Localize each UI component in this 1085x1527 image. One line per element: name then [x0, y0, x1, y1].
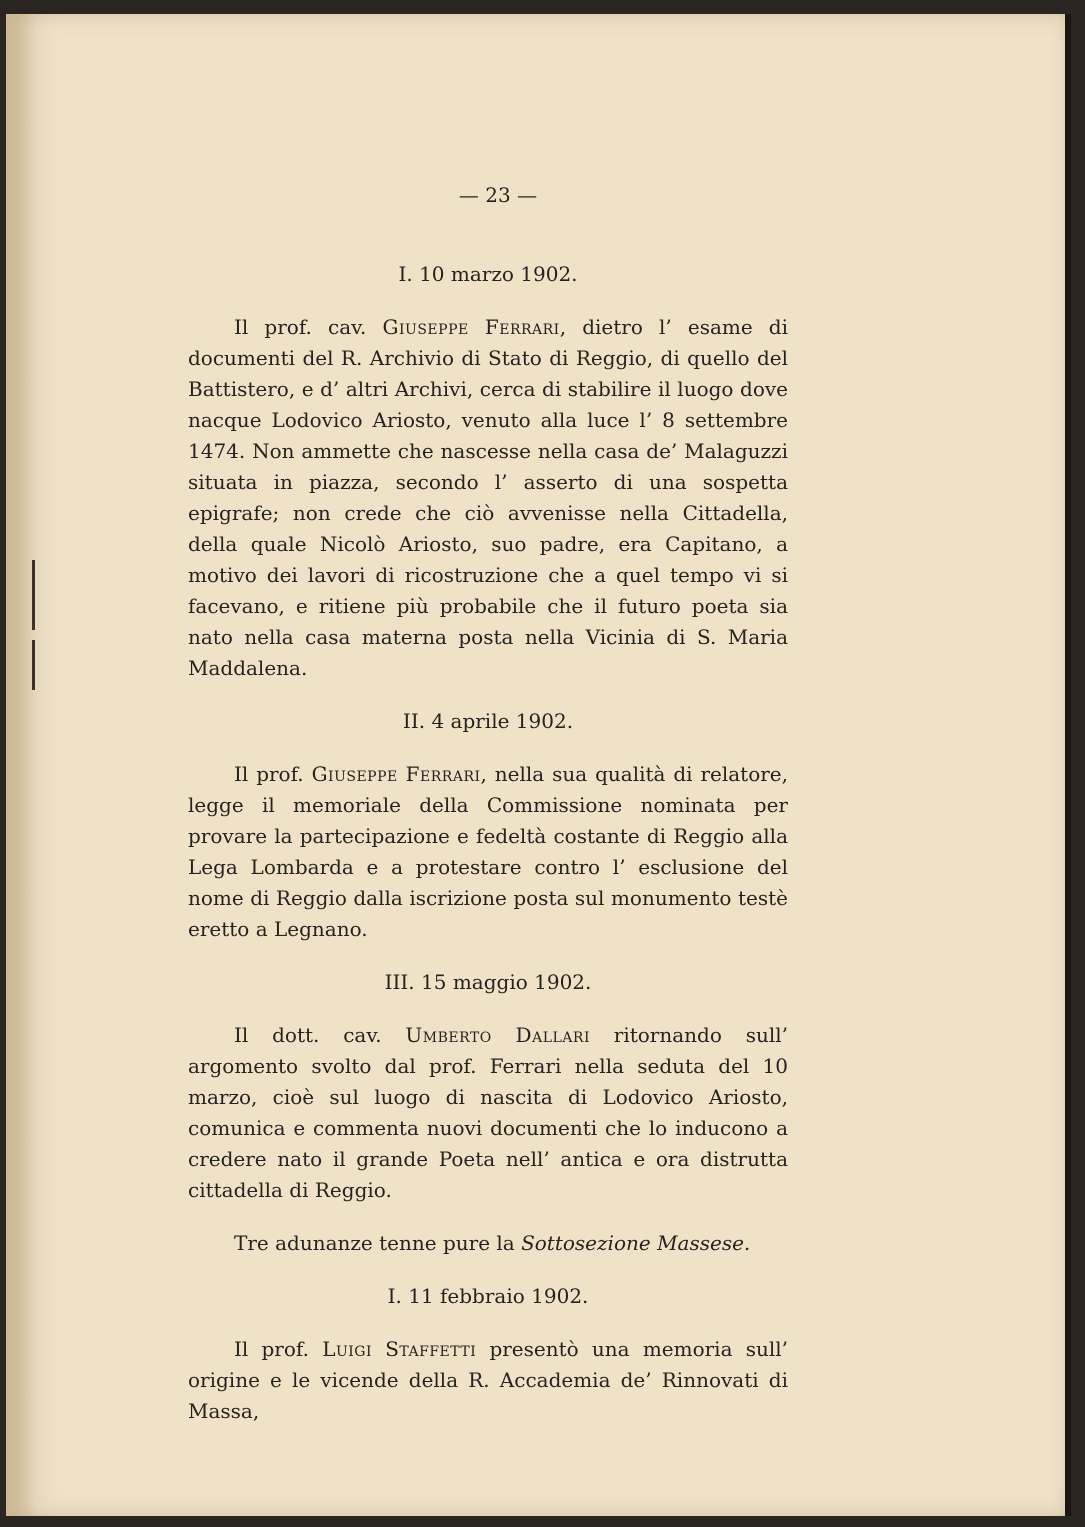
- section-3: [188, 967, 788, 1206]
- paragraph-body: , nella sua qualità di relatore, legge il memoriale della Commissione nominata per provare la partecipazione e fedeltà costante di Reggio alla Lega Lombarda e a protestare contro l’ esclusione del nome di Reggio dalla iscrizione posta sul monumento testè eretto a Legnano.: [188, 762, 789, 941]
- paragraph-body: , dietro l’ esame di documenti del R. Archivio di Stato di Reggio, di quello del Battistero, e d’ altri Archivi, cerca di stabilire il luogo dove nacque Lodovico Ariosto, venuto alla luce l’ 8 settembre 1474. Non ammette che nascesse nella casa de’ Malaguzzi situata in piazza, secondo l’ asserto di una sospetta epigrafe; non crede che ciò avvenisse nella Cittadella, della quale Nicolò Ariosto, suo padre, era Capitano, a motivo dei lavori di ricostruzione che a quel tempo vi si facevano, e ritiene più probabile che il futuro poeta sia nato nella casa materna posta nella Vicinia di S. Maria Maddalena.: [188, 315, 789, 680]
- section-4: [188, 1281, 788, 1427]
- section-heading: II. 4 aprile 1902.: [402, 709, 574, 733]
- binding-mark: [32, 560, 35, 630]
- person-first-name: Giuseppe: [382, 315, 469, 339]
- paragraph-lead: Il dott. cav.: [234, 1023, 382, 1047]
- binding-mark: [32, 640, 35, 690]
- paragraph-body: presentò una memoria sull’ origine e le vicende della R. Accademia de’ Rinnovati di Massa,: [188, 1337, 789, 1423]
- section-paragraph: [188, 1020, 788, 1206]
- person-last-name: Staffetti: [385, 1337, 477, 1361]
- intro-text: Tre adunanze tenne pure la: [234, 1231, 515, 1255]
- section-2: [188, 706, 788, 945]
- page-edge: [1065, 14, 1071, 1516]
- section-paragraph: [188, 1334, 788, 1427]
- page-number: — 23 —: [458, 183, 538, 207]
- section-1: [188, 259, 788, 684]
- person-last-name: Ferrari: [405, 762, 481, 786]
- binding-shadow: [6, 14, 34, 1516]
- section-heading: III. 15 maggio 1902.: [384, 970, 592, 994]
- person-last-name: Dallari: [515, 1023, 590, 1047]
- subsection-intro: [188, 1228, 788, 1259]
- paragraph-lead: Il prof.: [234, 762, 304, 786]
- paragraph-lead: Il prof.: [234, 1337, 309, 1361]
- section-heading: I. 11 febbraio 1902.: [387, 1284, 589, 1308]
- paragraph-lead: Il prof. cav.: [234, 315, 367, 339]
- paragraph-body: ritornando sull’ argomento svolto dal prof. Ferrari nella seduta del 10 marzo, cioè sul luogo di nascita di Lodovico Ariosto, comunica e commenta nuovi documenti che lo inducono a credere nato il grande Poeta nell’ antica e ora distrutta cittadella di Reggio.: [188, 1023, 789, 1202]
- section-paragraph: [188, 312, 788, 684]
- text-block: [188, 180, 788, 1449]
- person-first-name: Luigi: [322, 1337, 373, 1361]
- person-first-name: Giuseppe: [311, 762, 398, 786]
- section-paragraph: [188, 759, 788, 945]
- section-heading: I. 10 marzo 1902.: [398, 262, 578, 286]
- person-first-name: Umberto: [405, 1023, 492, 1047]
- intro-italic: Sottosezione Massese.: [521, 1231, 751, 1255]
- person-last-name: Ferrari: [484, 315, 560, 339]
